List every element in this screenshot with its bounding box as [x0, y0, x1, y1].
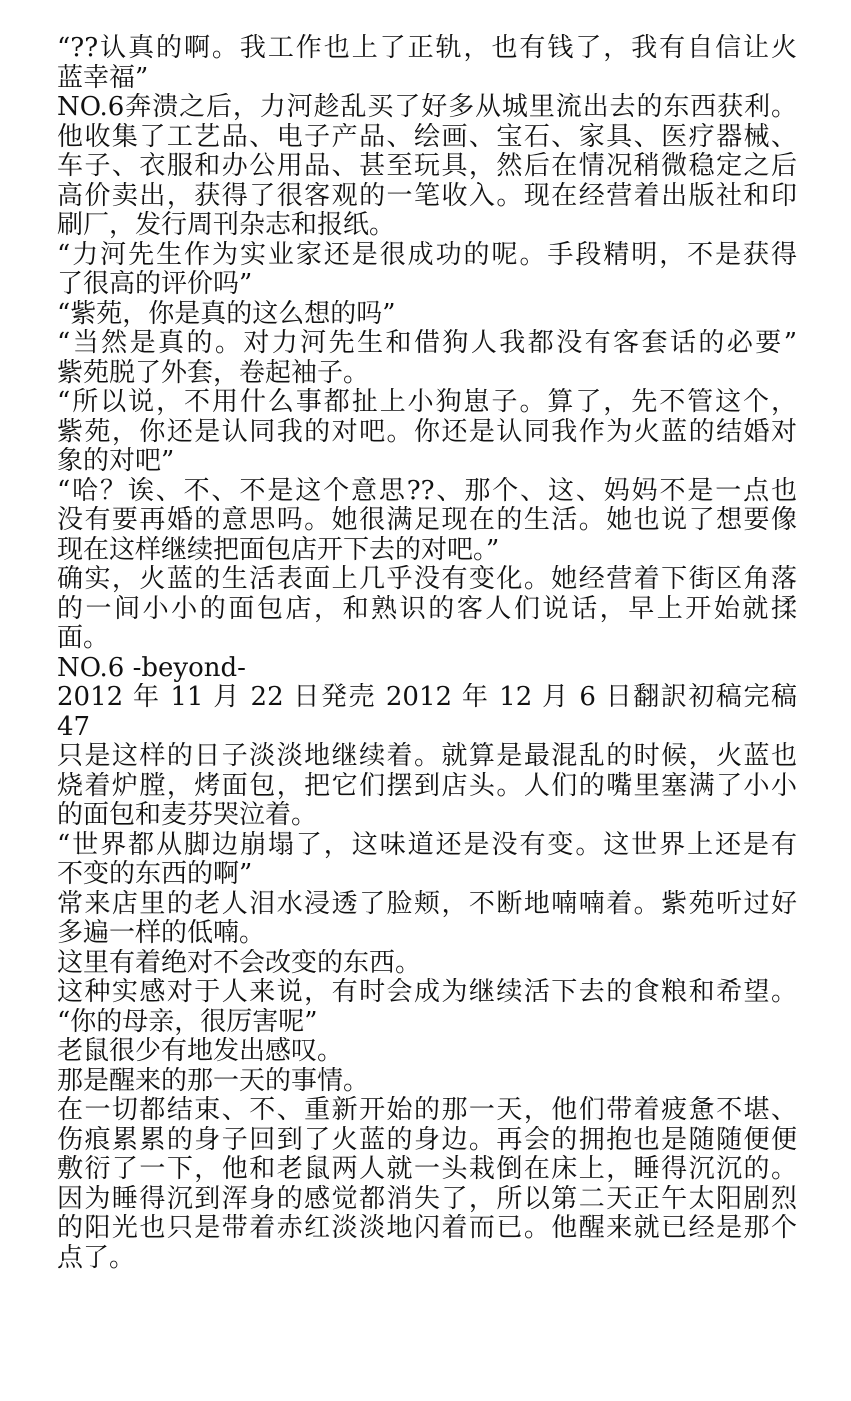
text-line: 的一间小小的面包店，和熟识的客人们说话，早上开始就揉	[57, 594, 797, 624]
text-line: 点了。	[57, 1243, 136, 1273]
text-line: 常来店里的老人泪水浸透了脸颊，不断地喃喃着。紫苑听过好	[57, 889, 797, 919]
text-line: 他收集了工艺品、电子产品、绘画、宝石、家具、医疗器械、	[57, 122, 797, 152]
text-line: 这里有着绝对不会改变的东西。	[57, 948, 422, 978]
text-line: 多遍一样的低喃。	[57, 919, 266, 948]
text-line: 象的对吧”	[57, 447, 175, 476]
text-line: 那是醒来的那一天的事情。	[57, 1066, 370, 1096]
text-line: 不变的东西的啊”	[57, 860, 253, 889]
text-line: 只是这样的日子淡淡地继续着。就算是最混乱的时候，火蓝也	[57, 742, 797, 771]
text-line: 在一切都结束、不、重新开始的那一天，他们带着疲惫不堪、	[57, 1096, 797, 1125]
text-line: 紫苑，你还是认同我的对吧。你还是认同我作为火蓝的结婚对	[57, 417, 797, 447]
text-line: 确实，火蓝的生活表面上几乎没有变化。她经营着下街区角落	[57, 565, 797, 594]
text-line: 现在这样继续把面包店开下去的对吧。”	[57, 535, 500, 565]
text-line: 蓝幸福”	[57, 63, 149, 93]
text-line: 因为睡得沉到浑身的感觉都消失了，所以第二天正午太阳剧烈	[57, 1184, 797, 1214]
text-line: 高价卖出，获得了很客观的一笔收入。现在经营着出版社和印	[57, 181, 797, 211]
text-line: “力河先生作为实业家还是很成功的呢。手段精明，不是获得	[57, 240, 797, 270]
text-line: “??认真的啊。我工作也上了正轨，也有钱了，我有自信让火	[57, 34, 797, 63]
text-line: 的面包和麦芬哭泣着。	[57, 801, 318, 830]
text-line: “你的母亲，很厉害呢”	[57, 1007, 318, 1037]
text-line: 敷衍了一下，他和老鼠两人就一头栽倒在床上，睡得沉沉的。	[57, 1155, 797, 1184]
document-page	[57, 34, 797, 1273]
text-line: 紫苑脱了外套，卷起袖子。	[57, 358, 370, 388]
page-number: 47	[57, 712, 91, 742]
text-line: 了很高的评价吗”	[57, 270, 253, 299]
text-line: “所以说，不用什么事都扯上小狗崽子。算了，先不管这个，	[57, 388, 797, 417]
text-line: “当然是真的。对力河先生和借狗人我都没有客套话的必要”	[57, 329, 797, 358]
text-line: 伤痕累累的身子回到了火蓝的身边。再会的拥抱也是随随便便	[57, 1125, 797, 1155]
text-line: “世界都从脚边崩塌了，这味道还是没有变。这世界上还是有	[57, 830, 797, 860]
text-line: 这种实感对于人来说，有时会成为继续活下去的食粮和希望。	[57, 978, 797, 1007]
text-line: 老鼠很少有地发出感叹。	[57, 1037, 344, 1066]
text-line: 的阳光也只是带着赤红淡淡地闪着而已。他醒来就已经是那个	[57, 1214, 797, 1243]
text-line: 烧着炉膛，烤面包，把它们摆到店头。人们的嘴里塞满了小小	[57, 771, 797, 801]
text-line: “紫苑，你是真的这么想的吗”	[57, 299, 396, 329]
text-line: 面。	[57, 624, 110, 653]
text-line: 车子、衣服和办公用品、甚至玩具，然后在情况稍微稳定之后	[57, 152, 797, 181]
text-line: “哈？诶、不、不是这个意思??、那个、这、妈妈不是一点也	[57, 476, 797, 506]
text-line: NO.6奔溃之后，力河趁乱买了好多从城里流出去的东西获利。	[57, 93, 797, 122]
book-title-line: NO.6 -beyond-	[57, 653, 246, 683]
text-line: 没有要再婚的意思吗。她很满足现在的生活。她也说了想要像	[57, 506, 797, 535]
release-date-line: 2012 年 11 月 22 日発売 2012 年 12 月 6 日翻訳初稿完稿	[57, 683, 797, 712]
text-line: 刷厂，发行周刊杂志和报纸。	[57, 211, 396, 240]
